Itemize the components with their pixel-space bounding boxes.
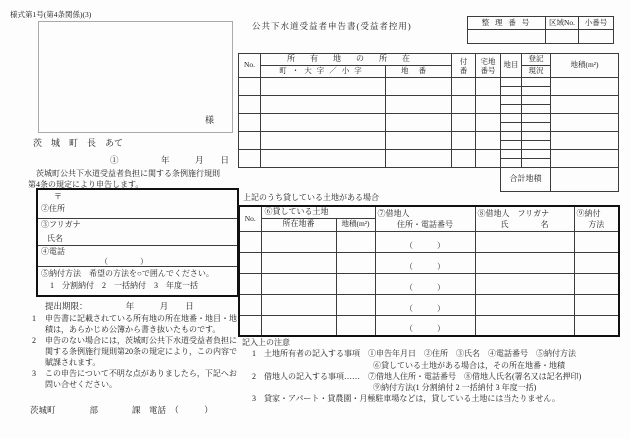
ref-header-koban: 小番号 — [579, 17, 614, 30]
ref-value-cell — [546, 30, 579, 44]
field-cell-touki — [501, 114, 522, 123]
note-number: 3 — [32, 369, 36, 378]
land-row — [239, 114, 619, 123]
col-header-chimoku: 地目 — [501, 54, 522, 78]
left-notes-list — [30, 313, 242, 390]
col-header-town: 町・大字／小字 — [261, 66, 386, 78]
col-header-lot: 地番 — [386, 66, 452, 78]
field-cell — [386, 96, 452, 114]
lease-row — [239, 231, 619, 252]
declaration-paragraph — [28, 168, 242, 190]
field-cell — [336, 315, 375, 336]
honorific-sama: 様 — [204, 115, 214, 125]
ref-value-cell — [468, 30, 546, 44]
entry-note-line: ⑨納付方法(1 分割納付 2 一括納付 3 年度一括) — [373, 383, 537, 393]
field-cell — [261, 315, 336, 336]
field-cell — [452, 114, 476, 132]
field-cell — [551, 78, 619, 96]
col-header-location: 所有地の所在 — [261, 54, 452, 66]
field-cell — [475, 252, 574, 273]
field-cell — [261, 96, 386, 114]
field-cell-touki — [522, 150, 551, 159]
col-header-no: No. — [239, 54, 261, 78]
left-note-item — [30, 368, 242, 390]
name-label: 氏名 — [47, 234, 63, 243]
entry-note-line: 3 貸家・アパート・貸農園・月極駐車場などは，貸している土地には当たりません。 — [252, 394, 560, 404]
phone-section — [38, 245, 237, 266]
field-cell — [239, 315, 261, 336]
col-header-touki: 登記 — [522, 54, 551, 66]
field-cell — [574, 231, 619, 252]
ref-value-cell — [579, 30, 614, 44]
payment-method-section — [38, 266, 237, 294]
entry-note-line: 1 土地所有者の記入する事項 ①申告年月日 ②住所 ③氏名 ④電話番号 ⑤納付方法 — [252, 349, 576, 359]
land-row — [239, 150, 619, 159]
addressee-line: 茨 城 町 長 あて — [33, 138, 124, 148]
field-cell — [551, 96, 619, 114]
field-cell — [476, 114, 501, 132]
form-id-label: 様式第1号(第4条関係)(3) — [10, 10, 92, 19]
entry-note-line: ⑥貸している土地がある場合は，その所在地番・地積 — [373, 360, 565, 370]
entry-notes-heading: 記入上の注意 — [242, 338, 290, 347]
total-area-row — [239, 168, 619, 192]
field-cell — [551, 150, 619, 168]
tenant-header-line1: ⑦借地人 — [377, 208, 410, 218]
tenant-header-line2: 住所・電話番号 — [397, 219, 453, 229]
deadline-line: 提出期限： 年 月 日 — [45, 301, 194, 311]
lease-col-header-leased-land: ⑥貸している土地 — [261, 206, 375, 218]
field-cell-genkyo — [522, 159, 551, 168]
field-cell — [476, 96, 501, 114]
field-cell — [475, 294, 574, 315]
field-cell — [261, 252, 336, 273]
field-cell — [574, 315, 619, 336]
fuban-line1: 付 — [459, 56, 468, 66]
declaration-line-2: 第4条の規定により申告します。 — [28, 180, 144, 189]
lease-col-header-tenant-name — [475, 206, 574, 231]
reference-number-table — [467, 16, 614, 44]
field-cell — [239, 294, 261, 315]
field-cell-phone — [375, 273, 475, 294]
address-label: ②住所 — [41, 204, 65, 213]
field-cell — [476, 132, 501, 150]
left-note-item — [30, 335, 242, 368]
note-text: 申告書に記載されている所有地の所在地番・地目・地積は，あらかじめ公簿から書き抜いたものです。 — [45, 314, 237, 334]
total-area-label: 合計地積 — [501, 168, 551, 192]
field-cell — [574, 252, 619, 273]
field-cell-genkyo — [522, 123, 551, 132]
field-cell — [239, 96, 261, 114]
field-cell-phone — [375, 315, 475, 336]
field-cell — [452, 132, 476, 150]
phone-parentheses: （ ） — [405, 303, 445, 313]
lease-col-header-tenant-address — [375, 206, 475, 231]
lease-row — [239, 315, 619, 336]
col-header-area: 地積(m²) — [551, 54, 619, 78]
field-cell-touki — [501, 132, 522, 141]
field-cell-touki — [501, 150, 522, 159]
field-cell — [476, 78, 501, 96]
field-cell-touki — [522, 132, 551, 141]
field-cell-genkyo — [501, 123, 522, 132]
field-cell — [476, 150, 501, 168]
field-cell-phone — [375, 252, 475, 273]
takuchi-line2: 番号 — [480, 65, 496, 75]
furigana-label: ③フリガナ — [41, 220, 81, 229]
field-cell-phone — [375, 231, 475, 252]
fuban-line2: 番 — [459, 65, 468, 75]
field-cell-touki — [522, 96, 551, 105]
field-cell — [452, 78, 476, 96]
lease-col-header-no: No. — [239, 206, 261, 231]
postal-address-section — [38, 190, 237, 218]
contact-line: 茨城町 部 課 電話 （ ） — [30, 405, 213, 415]
payment-header-line1: ⑨納付 — [576, 208, 601, 218]
ref-header-seiri: 整 理 番 号 — [468, 17, 546, 30]
total-area-value — [551, 168, 619, 192]
field-cell — [261, 150, 386, 168]
land-row — [239, 96, 619, 105]
field-cell-genkyo — [501, 105, 522, 114]
field-cell-genkyo — [501, 141, 522, 150]
field-cell — [261, 78, 386, 96]
phone-parentheses: （ ） — [100, 257, 148, 266]
field-cell-genkyo — [522, 141, 551, 150]
field-cell — [386, 132, 452, 150]
field-cell — [239, 150, 261, 168]
spacer-cell — [239, 168, 501, 192]
field-cell — [336, 273, 375, 294]
field-cell-touki — [522, 114, 551, 123]
payment-method-label: ⑤納付方法 希望の方法を○で囲んでください。 — [41, 269, 214, 278]
postal-mark: 〒 — [54, 192, 62, 201]
field-cell — [336, 252, 375, 273]
field-cell — [386, 150, 452, 168]
field-cell — [261, 231, 336, 252]
ref-header-kuiki: 区域No. — [546, 17, 579, 30]
applicant-info-box — [36, 188, 239, 297]
entry-note-line: 2 借地人の記入する事項…… ⑦借地人住所・電話番号 ⑧借地人氏名(署名又は記名押印) — [252, 371, 582, 381]
field-cell — [239, 252, 261, 273]
lease-col-header-payment — [574, 206, 619, 231]
field-cell-genkyo — [522, 105, 551, 114]
land-row — [239, 132, 619, 141]
field-cell-genkyo — [501, 159, 522, 168]
phone-parentheses: （ ） — [405, 324, 445, 334]
field-cell — [452, 150, 476, 168]
leased-land-table — [238, 205, 620, 337]
phone-parentheses: （ ） — [405, 240, 445, 250]
field-cell — [475, 273, 574, 294]
takuchi-line1: 宅地 — [480, 56, 496, 66]
field-cell-touki — [501, 96, 522, 105]
field-cell — [452, 96, 476, 114]
declaration-date-line: ① 年 月 日 — [110, 155, 230, 165]
note-text: この申告について不明な点がありましたら，下記へお問い合せください。 — [45, 369, 237, 389]
tenant-name-header-line1: ⑧借地人 フリガナ — [477, 208, 550, 218]
field-cell — [475, 231, 574, 252]
field-cell — [574, 294, 619, 315]
field-cell — [239, 78, 261, 96]
field-cell-genkyo — [522, 87, 551, 96]
document-title: 公共下水道受益者申告書(受益者控用) — [252, 21, 412, 31]
field-cell — [261, 132, 386, 150]
phone-parentheses: （ ） — [405, 261, 445, 271]
note-number: 2 — [32, 336, 36, 345]
lease-row — [239, 294, 619, 315]
field-cell-phone — [375, 294, 475, 315]
lease-row — [239, 252, 619, 273]
name-section — [38, 218, 237, 245]
addressee-window-box — [38, 21, 233, 133]
col-header-takuchi — [476, 54, 501, 78]
field-cell — [386, 78, 452, 96]
lease-col-header-area: 地積(m²) — [336, 218, 375, 231]
field-cell — [261, 114, 386, 132]
col-header-genkyo: 現況 — [522, 66, 551, 78]
field-cell — [574, 273, 619, 294]
tenant-name-header-line2: 氏 名 — [500, 219, 549, 229]
field-cell — [261, 273, 336, 294]
field-cell-genkyo — [501, 87, 522, 96]
field-cell — [239, 114, 261, 132]
lease-col-header-lot: 所在地番 — [261, 218, 336, 231]
field-cell — [336, 231, 375, 252]
field-cell — [239, 231, 261, 252]
landowner-table — [238, 53, 619, 192]
lease-section-caption: 上記のうち貸している土地がある場合 — [243, 193, 379, 202]
field-cell-touki — [522, 78, 551, 87]
field-cell — [239, 132, 261, 150]
land-row — [239, 78, 619, 87]
left-note-item — [30, 313, 242, 335]
field-cell — [336, 294, 375, 315]
phone-label: ④電話 — [41, 247, 65, 256]
field-cell — [551, 132, 619, 150]
payment-options: 1 分割納付 2 一括納付 3 年度一括 — [50, 281, 198, 290]
payment-header-line2: 方法 — [588, 219, 605, 229]
field-cell — [551, 114, 619, 132]
field-cell — [261, 294, 336, 315]
field-cell — [386, 114, 452, 132]
entry-notes — [240, 337, 622, 405]
note-number: 1 — [32, 314, 36, 323]
field-cell — [239, 273, 261, 294]
col-header-fuban — [452, 54, 476, 78]
field-cell-touki — [501, 78, 522, 87]
field-cell — [475, 315, 574, 336]
phone-parentheses: （ ） — [405, 282, 445, 292]
lease-row — [239, 273, 619, 294]
declaration-line-1: 茨城町公共下水道受益者負担に関する条例施行規則 — [28, 169, 220, 178]
note-text: 申告のない場合には，茨城町公共下水道受益者負担に関する条例施行規則第20条の規定により，この内容で賦課されます。 — [45, 336, 237, 367]
